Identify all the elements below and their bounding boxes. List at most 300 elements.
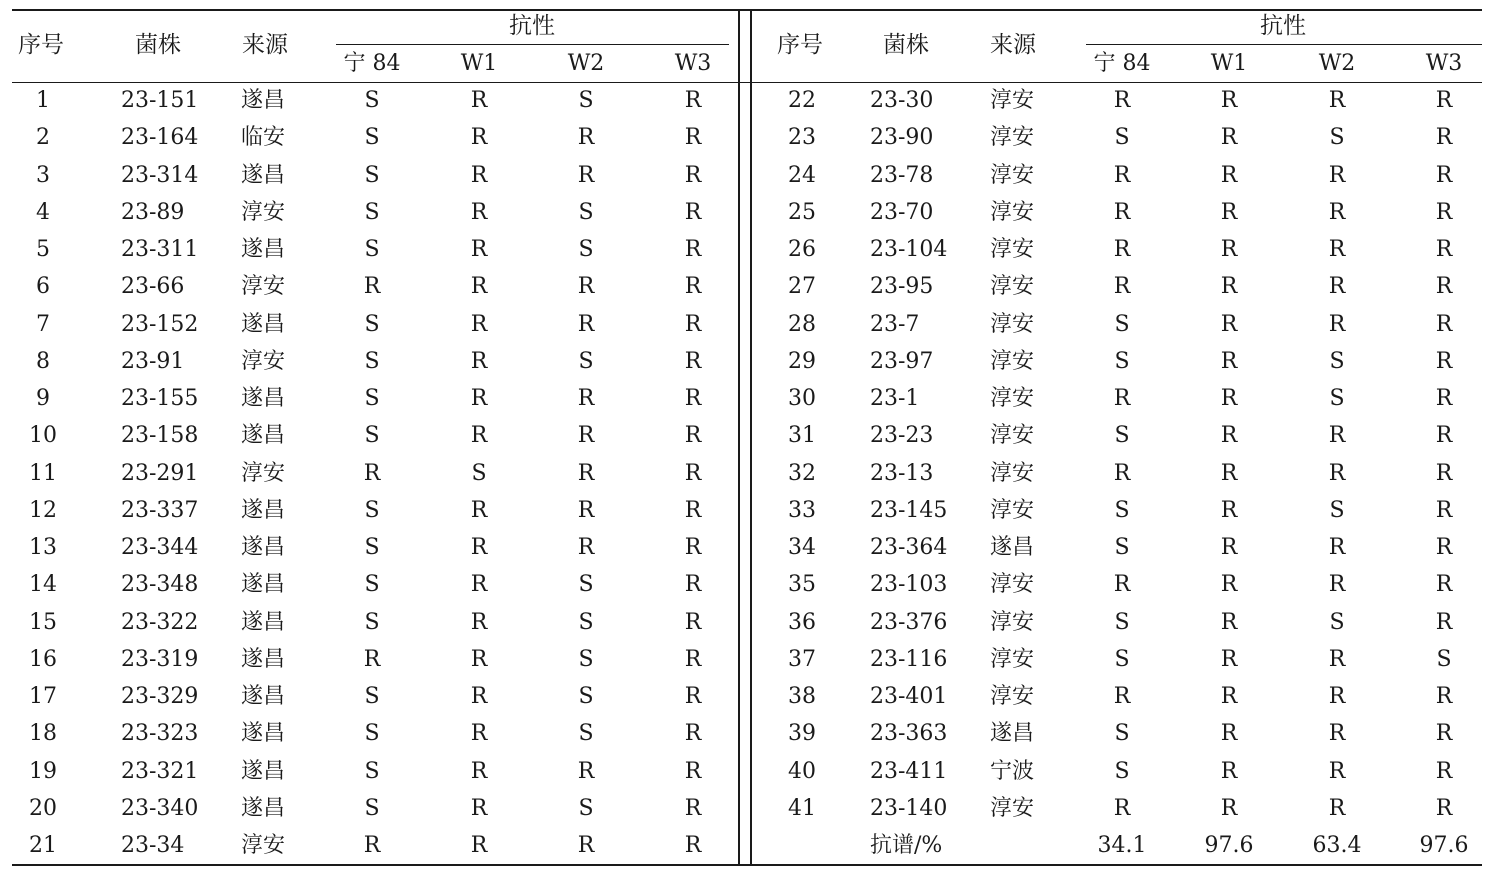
resistance-cell: R	[684, 758, 702, 784]
row-source: 遂昌	[241, 237, 286, 262]
resistance-cell: R	[470, 646, 488, 672]
resistance-cell: S	[364, 237, 380, 262]
spectrum-value: 97.6	[1419, 833, 1469, 858]
row-no: 35	[788, 572, 816, 598]
resistance-cell: R	[577, 535, 595, 560]
row-strain: 23-152	[121, 311, 199, 337]
center-divider-a	[738, 9, 740, 866]
resistance-cell: S	[1329, 497, 1345, 523]
row-no: 7	[36, 311, 50, 337]
resistance-cell: R	[363, 460, 381, 486]
resistance-cell: R	[1328, 274, 1346, 300]
resistance-cell: R	[1220, 348, 1238, 374]
bottom-rule	[12, 864, 1482, 866]
row-strain: 23-364	[870, 535, 948, 560]
resistance-cell: S	[364, 423, 380, 449]
resistance-cell: R	[470, 758, 488, 784]
resistance-cell: S	[364, 88, 380, 113]
resistance-cell: S	[1329, 348, 1345, 374]
resistance-cell: R	[1113, 199, 1131, 225]
row-source: 遂昌	[241, 311, 286, 337]
row-no: 29	[788, 348, 816, 374]
header-bottom-rule	[12, 82, 1482, 83]
resistance-cell: R	[470, 199, 488, 225]
resistance-cell: R	[1328, 88, 1346, 113]
spectrum-value: 63.4	[1312, 833, 1362, 858]
row-no: 8	[36, 348, 50, 374]
row-strain: 23-89	[121, 199, 185, 225]
resistance-cell: R	[1435, 199, 1453, 225]
left-header-source: 来源	[242, 32, 288, 58]
resistance-cell: R	[1435, 88, 1453, 113]
resistance-cell: R	[577, 311, 595, 337]
resistance-cell: S	[578, 88, 594, 113]
resistance-cell: R	[470, 162, 488, 188]
resistance-cell: R	[684, 721, 702, 747]
resistance-cell: R	[1328, 199, 1346, 225]
resistance-cell: S	[364, 684, 380, 709]
resistance-cell: R	[577, 423, 595, 449]
right-resistance-underline	[1086, 44, 1482, 45]
resistance-cell: S	[578, 348, 594, 374]
row-source: 淳安	[990, 646, 1035, 672]
resistance-cell: R	[470, 795, 488, 821]
resistance-cell: R	[1113, 237, 1131, 262]
resistance-cell: R	[1328, 646, 1346, 672]
resistance-cell: R	[470, 423, 488, 449]
row-source: 淳安	[241, 348, 286, 374]
row-no: 11	[29, 460, 57, 486]
resistance-cell: R	[1328, 423, 1346, 449]
resistance-cell: R	[470, 609, 488, 635]
left-header-cultivar: W3	[674, 51, 712, 76]
resistance-cell: R	[363, 274, 381, 300]
right-header-source: 来源	[990, 32, 1036, 58]
row-source: 淳安	[990, 274, 1035, 300]
resistance-cell: R	[1328, 758, 1346, 784]
row-no: 19	[29, 758, 57, 784]
resistance-cell: S	[364, 162, 380, 188]
row-strain: 23-329	[121, 684, 199, 709]
resistance-cell: R	[1435, 795, 1453, 821]
resistance-cell: R	[1220, 721, 1238, 747]
row-source: 淳安	[990, 460, 1035, 486]
row-strain: 23-140	[870, 795, 948, 821]
resistance-cell: R	[684, 237, 702, 262]
row-source: 遂昌	[241, 88, 286, 113]
row-source: 淳安	[990, 386, 1035, 411]
resistance-cell: R	[1328, 721, 1346, 747]
left-resistance-underline	[336, 44, 729, 45]
resistance-cell: R	[470, 497, 488, 523]
row-source: 遂昌	[241, 758, 286, 784]
resistance-cell: R	[1220, 162, 1238, 188]
resistance-cell: S	[1114, 646, 1130, 672]
row-source: 淳安	[241, 833, 286, 858]
resistance-cell: R	[470, 311, 488, 337]
resistance-cell: R	[470, 348, 488, 374]
row-source: 淳安	[990, 311, 1035, 337]
resistance-cell: S	[471, 460, 487, 486]
resistance-cell: R	[684, 572, 702, 598]
resistance-cell: R	[1435, 535, 1453, 560]
row-strain: 23-376	[870, 609, 948, 635]
resistance-cell: R	[684, 460, 702, 486]
resistance-cell: R	[1328, 684, 1346, 709]
resistance-cell: R	[470, 833, 488, 858]
resistance-cell: R	[577, 125, 595, 151]
resistance-cell: R	[1435, 348, 1453, 374]
resistance-cell: R	[1220, 535, 1238, 560]
resistance-cell: R	[1113, 684, 1131, 709]
resistance-cell: R	[1328, 460, 1346, 486]
row-no: 17	[29, 684, 57, 709]
row-source: 淳安	[990, 348, 1035, 374]
row-no: 37	[788, 646, 816, 672]
left-header-cultivar: W1	[460, 51, 498, 76]
row-no: 13	[29, 535, 57, 560]
resistance-cell: S	[1329, 125, 1345, 151]
row-source: 遂昌	[241, 721, 286, 747]
resistance-cell: R	[1220, 497, 1238, 523]
left-header-resistance: 抗性	[509, 13, 555, 39]
row-no: 36	[788, 609, 816, 635]
resistance-cell: R	[1435, 721, 1453, 747]
row-no: 31	[788, 423, 816, 449]
row-source: 淳安	[990, 572, 1035, 598]
resistance-cell: R	[684, 684, 702, 709]
row-strain: 23-344	[121, 535, 199, 560]
resistance-cell: S	[1114, 311, 1130, 337]
row-source: 淳安	[990, 162, 1035, 188]
left-header-cultivar: W2	[567, 51, 605, 76]
right-header-cultivar: W1	[1210, 51, 1248, 76]
row-strain: 23-340	[121, 795, 199, 821]
resistance-cell: S	[364, 497, 380, 523]
row-strain: 23-91	[121, 348, 185, 374]
row-no: 30	[788, 386, 816, 411]
row-strain: 23-319	[121, 646, 199, 672]
resistance-cell: R	[1113, 88, 1131, 113]
row-source: 遂昌	[241, 646, 286, 672]
resistance-cell: R	[1220, 460, 1238, 486]
row-strain: 23-164	[121, 125, 199, 151]
row-no: 18	[29, 721, 57, 747]
resistance-cell: S	[364, 572, 380, 598]
left-header-no: 序号	[18, 32, 64, 58]
resistance-cell: R	[684, 795, 702, 821]
resistance-cell: S	[364, 535, 380, 560]
row-no: 9	[36, 386, 50, 411]
row-no: 41	[788, 795, 816, 821]
resistance-cell: S	[1114, 125, 1130, 151]
resistance-cell: S	[578, 684, 594, 709]
resistance-cell: R	[1220, 684, 1238, 709]
resistance-cell: S	[364, 795, 380, 821]
resistance-cell: R	[1435, 311, 1453, 337]
resistance-cell: R	[1113, 572, 1131, 598]
row-strain: 23-323	[121, 721, 199, 747]
row-strain: 23-116	[870, 646, 948, 672]
row-strain: 23-322	[121, 609, 199, 635]
resistance-cell: R	[684, 311, 702, 337]
resistance-cell: S	[364, 199, 380, 225]
row-no: 21	[29, 833, 57, 858]
row-strain: 23-411	[870, 758, 948, 784]
right-header-cultivar: 宁 84	[1093, 51, 1151, 76]
row-strain: 23-363	[870, 721, 948, 747]
resistance-cell: R	[684, 535, 702, 560]
resistance-cell: R	[684, 386, 702, 411]
row-no: 6	[36, 274, 50, 300]
resistance-cell: R	[1435, 572, 1453, 598]
row-source: 淳安	[241, 274, 286, 300]
row-source: 临安	[241, 125, 286, 151]
row-strain: 23-103	[870, 572, 948, 598]
resistance-cell: R	[1220, 423, 1238, 449]
resistance-cell: R	[470, 572, 488, 598]
row-no: 25	[788, 199, 816, 225]
row-source: 淳安	[990, 684, 1035, 709]
row-source: 淳安	[990, 125, 1035, 151]
resistance-cell: R	[1220, 609, 1238, 635]
row-no: 4	[36, 199, 50, 225]
left-header-cultivar: 宁 84	[343, 51, 401, 76]
resistance-cell: R	[1435, 423, 1453, 449]
row-no: 40	[788, 758, 816, 784]
resistance-cell: S	[578, 609, 594, 635]
row-no: 5	[36, 237, 50, 262]
right-header-cultivar: W3	[1425, 51, 1463, 76]
resistance-cell: S	[1114, 497, 1130, 523]
resistance-cell: R	[1435, 162, 1453, 188]
row-strain: 23-1	[870, 386, 920, 411]
row-strain: 23-97	[870, 348, 934, 374]
row-source: 淳安	[241, 199, 286, 225]
row-strain: 23-348	[121, 572, 199, 598]
resistance-cell: R	[684, 646, 702, 672]
row-source: 淳安	[990, 795, 1035, 821]
row-no: 27	[788, 274, 816, 300]
resistance-cell: R	[470, 684, 488, 709]
resistance-cell: S	[364, 311, 380, 337]
resistance-cell: R	[470, 386, 488, 411]
resistance-cell: R	[1435, 460, 1453, 486]
resistance-cell: S	[1329, 609, 1345, 635]
resistance-cell: R	[577, 833, 595, 858]
resistance-cell: S	[1114, 609, 1130, 635]
row-strain: 23-23	[870, 423, 934, 449]
row-no: 24	[788, 162, 816, 188]
row-source: 遂昌	[241, 609, 286, 635]
center-divider-b	[750, 9, 752, 866]
resistance-cell: R	[1220, 758, 1238, 784]
resistance-cell: R	[470, 535, 488, 560]
resistance-cell: R	[1220, 199, 1238, 225]
row-strain: 23-66	[121, 274, 185, 300]
resistance-cell: R	[1220, 125, 1238, 151]
resistance-cell: S	[1329, 386, 1345, 411]
row-strain: 23-7	[870, 311, 920, 337]
row-source: 遂昌	[241, 572, 286, 598]
row-no: 2	[36, 125, 50, 151]
resistance-cell: R	[1328, 572, 1346, 598]
right-header-cultivar: W2	[1318, 51, 1356, 76]
row-no: 20	[29, 795, 57, 821]
row-source: 遂昌	[241, 386, 286, 411]
resistance-cell: R	[684, 162, 702, 188]
resistance-cell: R	[470, 274, 488, 300]
resistance-cell: R	[1113, 386, 1131, 411]
row-source: 遂昌	[241, 795, 286, 821]
resistance-cell: R	[363, 646, 381, 672]
resistance-cell: R	[1435, 609, 1453, 635]
resistance-cell: R	[1435, 497, 1453, 523]
resistance-cell: S	[1114, 758, 1130, 784]
left-header-strain: 菌株	[135, 32, 181, 58]
resistance-cell: R	[470, 721, 488, 747]
row-no: 33	[788, 497, 816, 523]
resistance-cell: R	[1328, 311, 1346, 337]
row-source: 遂昌	[990, 535, 1035, 560]
resistance-cell: R	[1435, 274, 1453, 300]
resistance-cell: S	[578, 237, 594, 262]
resistance-cell: S	[1114, 348, 1130, 374]
resistance-cell: R	[1328, 535, 1346, 560]
row-strain: 23-158	[121, 423, 199, 449]
spectrum-value: 34.1	[1097, 833, 1147, 858]
row-source: 淳安	[990, 88, 1035, 113]
row-source: 遂昌	[241, 535, 286, 560]
spectrum-value: 97.6	[1204, 833, 1254, 858]
row-no: 16	[29, 646, 57, 672]
row-strain: 23-90	[870, 125, 934, 151]
row-no: 15	[29, 609, 57, 635]
resistance-cell: R	[577, 274, 595, 300]
resistance-cell: R	[363, 833, 381, 858]
row-strain: 23-155	[121, 386, 199, 411]
right-header-no: 序号	[777, 32, 823, 58]
resistance-cell: R	[684, 88, 702, 113]
row-no: 22	[788, 88, 816, 113]
row-no: 34	[788, 535, 816, 560]
row-strain: 23-104	[870, 237, 948, 262]
row-no: 14	[29, 572, 57, 598]
row-source: 宁波	[990, 758, 1035, 784]
resistance-cell: R	[684, 274, 702, 300]
row-strain: 23-401	[870, 684, 948, 709]
resistance-cell: R	[684, 348, 702, 374]
row-strain: 23-314	[121, 162, 199, 188]
row-no: 32	[788, 460, 816, 486]
row-strain: 23-337	[121, 497, 199, 523]
resistance-cell: S	[1114, 721, 1130, 747]
resistance-cell: R	[470, 237, 488, 262]
resistance-cell: S	[364, 125, 380, 151]
row-strain: 23-13	[870, 460, 934, 486]
row-source: 淳安	[990, 497, 1035, 523]
row-no: 10	[29, 423, 57, 449]
resistance-cell: R	[1220, 311, 1238, 337]
resistance-cell: R	[1220, 274, 1238, 300]
resistance-cell: R	[577, 386, 595, 411]
resistance-cell: R	[684, 497, 702, 523]
resistance-cell: R	[1220, 646, 1238, 672]
resistance-cell: S	[578, 199, 594, 225]
resistance-cell: S	[578, 572, 594, 598]
row-strain: 23-151	[121, 88, 199, 113]
resistance-cell: R	[1220, 386, 1238, 411]
resistance-cell: R	[577, 460, 595, 486]
resistance-cell: R	[1435, 684, 1453, 709]
resistance-cell: R	[684, 423, 702, 449]
right-header-resistance: 抗性	[1260, 13, 1306, 39]
row-strain: 23-95	[870, 274, 934, 300]
resistance-cell: R	[1113, 162, 1131, 188]
row-source: 淳安	[241, 460, 286, 486]
resistance-cell: R	[577, 758, 595, 784]
resistance-cell: S	[1114, 423, 1130, 449]
resistance-cell: R	[1435, 125, 1453, 151]
row-source: 遂昌	[241, 423, 286, 449]
row-no: 1	[36, 88, 50, 113]
row-source: 遂昌	[241, 162, 286, 188]
resistance-cell: R	[470, 88, 488, 113]
row-strain: 23-34	[121, 833, 185, 858]
row-no: 28	[788, 311, 816, 337]
resistance-cell: R	[1328, 795, 1346, 821]
resistance-cell: R	[684, 833, 702, 858]
resistance-cell: S	[364, 721, 380, 747]
row-source: 淳安	[990, 237, 1035, 262]
row-source: 遂昌	[990, 721, 1035, 747]
row-strain: 23-30	[870, 88, 934, 113]
resistance-cell: R	[577, 162, 595, 188]
resistance-cell: S	[1436, 646, 1452, 672]
row-strain: 23-145	[870, 497, 948, 523]
resistance-cell: R	[1328, 237, 1346, 262]
resistance-cell: R	[684, 199, 702, 225]
resistance-cell: S	[1114, 535, 1130, 560]
row-source: 淳安	[990, 423, 1035, 449]
resistance-cell: R	[1435, 237, 1453, 262]
spectrum-label: 抗谱/%	[870, 833, 943, 858]
row-source: 遂昌	[241, 497, 286, 523]
row-source: 遂昌	[241, 684, 286, 709]
row-no: 12	[29, 497, 57, 523]
resistance-cell: R	[1220, 795, 1238, 821]
resistance-cell: S	[578, 795, 594, 821]
row-strain: 23-78	[870, 162, 934, 188]
resistance-cell: R	[684, 125, 702, 151]
resistance-cell: R	[1220, 88, 1238, 113]
resistance-cell: R	[1113, 274, 1131, 300]
resistance-cell: S	[364, 758, 380, 784]
resistance-cell: R	[1435, 386, 1453, 411]
row-strain: 23-311	[121, 237, 199, 262]
row-strain: 23-70	[870, 199, 934, 225]
resistance-cell: R	[1220, 572, 1238, 598]
row-source: 淳安	[990, 609, 1035, 635]
row-no: 23	[788, 125, 816, 151]
row-no: 38	[788, 684, 816, 709]
resistance-cell: R	[1220, 237, 1238, 262]
resistance-cell: S	[364, 348, 380, 374]
resistance-cell: R	[1113, 795, 1131, 821]
resistance-cell: R	[1435, 758, 1453, 784]
resistance-cell: R	[1328, 162, 1346, 188]
row-no: 26	[788, 237, 816, 262]
